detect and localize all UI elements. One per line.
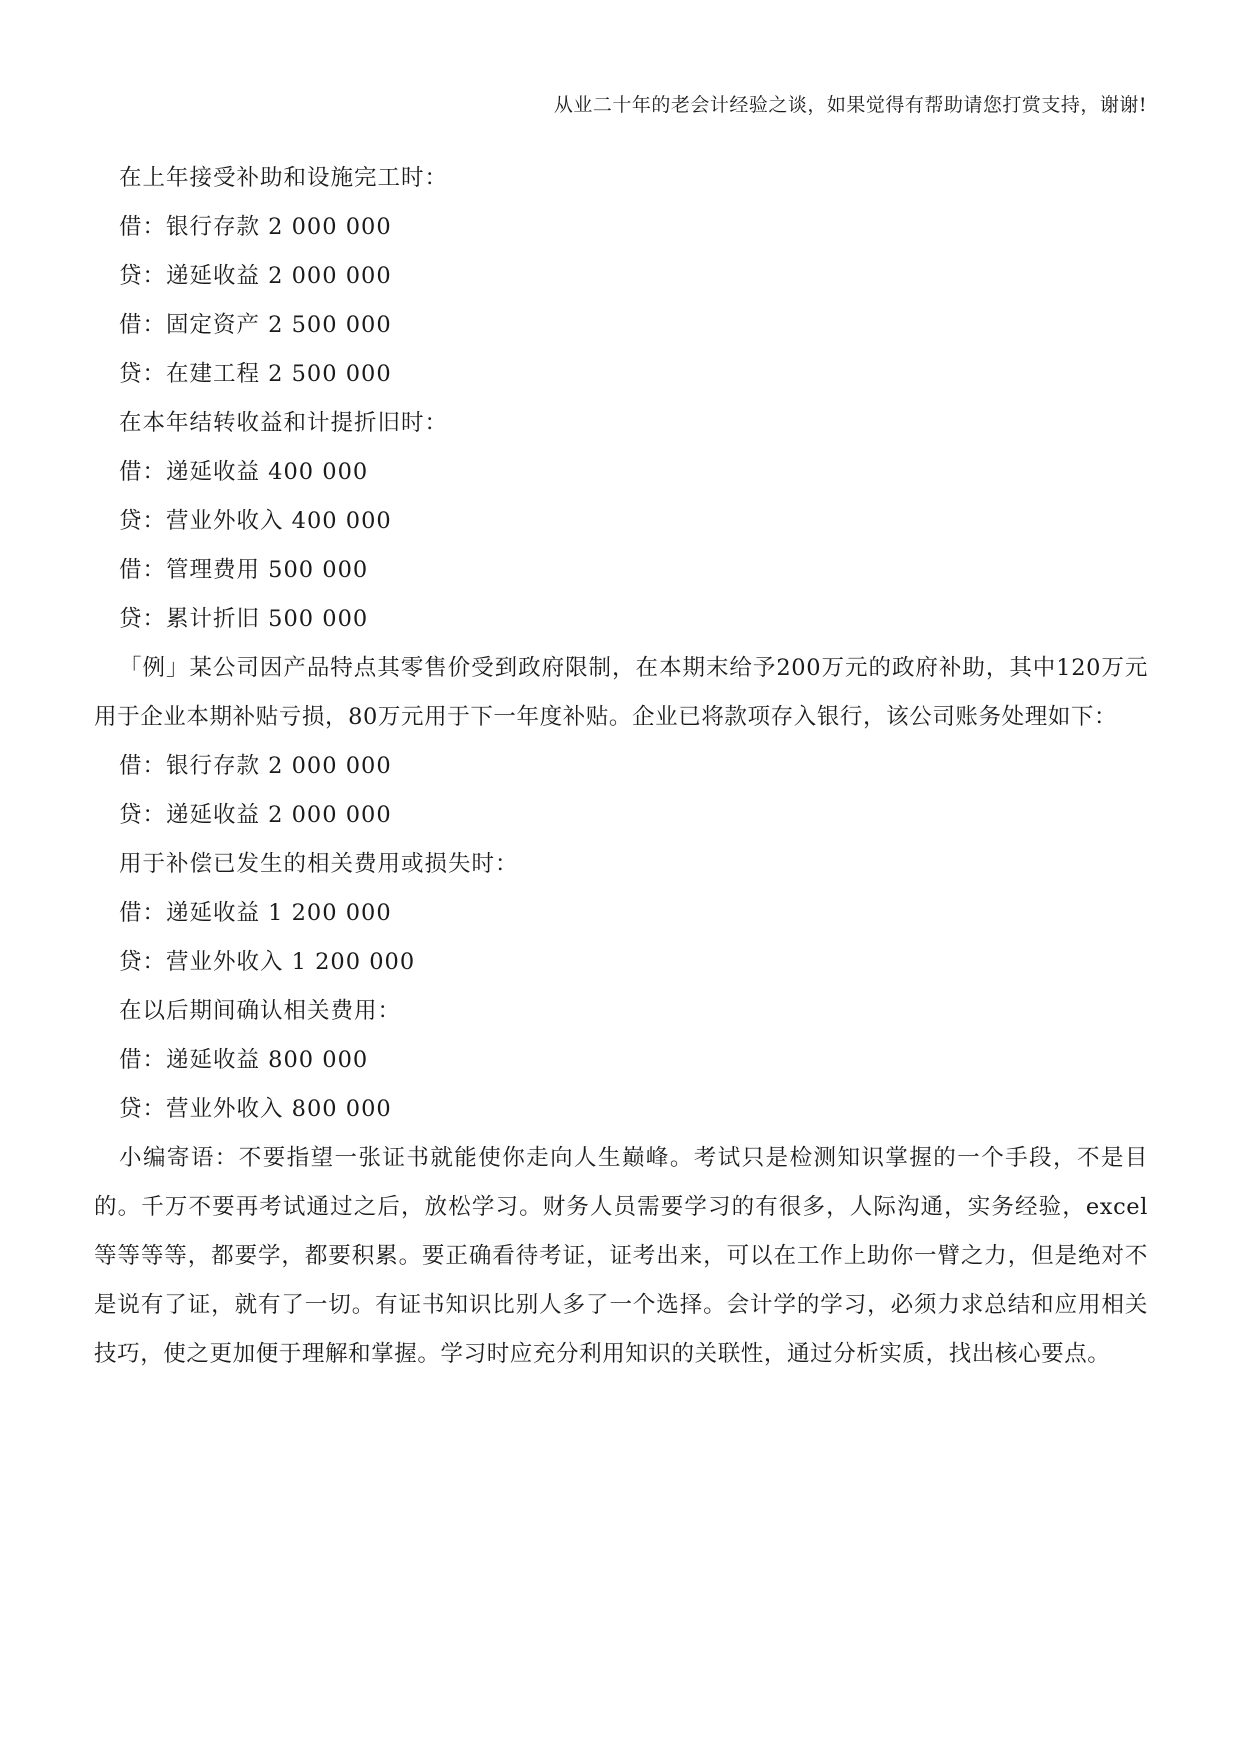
journal-entry: 贷：在建工程 2 500 000 bbox=[119, 361, 392, 387]
journal-entry: 借：递延收益 400 000 bbox=[119, 459, 369, 485]
journal-entry: 贷：营业外收入 1 200 000 bbox=[119, 949, 416, 975]
journal-entry: 贷：营业外收入 800 000 bbox=[119, 1096, 392, 1122]
document-body bbox=[94, 154, 1148, 1379]
section-intro: 在本年结转收益和计提折旧时： bbox=[119, 410, 449, 436]
closing-paragraph: 小编寄语：不要指望一张证书就能使你走向人生巅峰。考试只是检测知识掌握的一个手段，不是目的。千万不要再考试通过之后，放松学习。财务人员需要学习的有很多，人际沟通，实务经验，excel等等等等，都要学，都要积累。要正确看待考证，证考出来，可以在工作上助你一臂之力，但是绝对不是说有了证，就有了一切。有证书知识比别人多了一个选择。会计学的学习，必须力求总结和应用相关技巧，使之更加便于理解和掌握。学习时应充分利用知识的关联性，通过分析实质，找出核心要点。 bbox=[94, 1145, 1148, 1367]
journal-entry: 借：递延收益 1 200 000 bbox=[119, 900, 392, 926]
journal-entry: 借：银行存款 2 000 000 bbox=[119, 753, 392, 779]
example-paragraph: 「例」某公司因产品特点其零售价受到政府限制，在本期末给予200万元的政府补助，其中120万元用于企业本期补贴亏损，80万元用于下一年度补贴。企业已将款项存入银行，该公司账务处理如下： bbox=[94, 655, 1148, 730]
section-intro: 在上年接受补助和设施完工时： bbox=[119, 165, 449, 191]
header-note: 从业二十年的老会计经验之谈，如果觉得有帮助请您打赏支持，谢谢! bbox=[553, 94, 1147, 116]
journal-entry: 借：银行存款 2 000 000 bbox=[119, 214, 392, 240]
journal-entry: 借：固定资产 2 500 000 bbox=[119, 312, 392, 338]
journal-entry: 借：管理费用 500 000 bbox=[119, 557, 369, 583]
journal-entry: 贷：递延收益 2 000 000 bbox=[119, 802, 392, 828]
journal-entry: 借：递延收益 800 000 bbox=[119, 1047, 369, 1073]
journal-entry: 贷：累计折旧 500 000 bbox=[119, 606, 369, 632]
journal-entry: 贷：营业外收入 400 000 bbox=[119, 508, 392, 534]
section-intro: 用于补偿已发生的相关费用或损失时： bbox=[119, 851, 519, 877]
journal-entry: 贷：递延收益 2 000 000 bbox=[119, 263, 392, 289]
section-intro: 在以后期间确认相关费用： bbox=[119, 998, 402, 1024]
